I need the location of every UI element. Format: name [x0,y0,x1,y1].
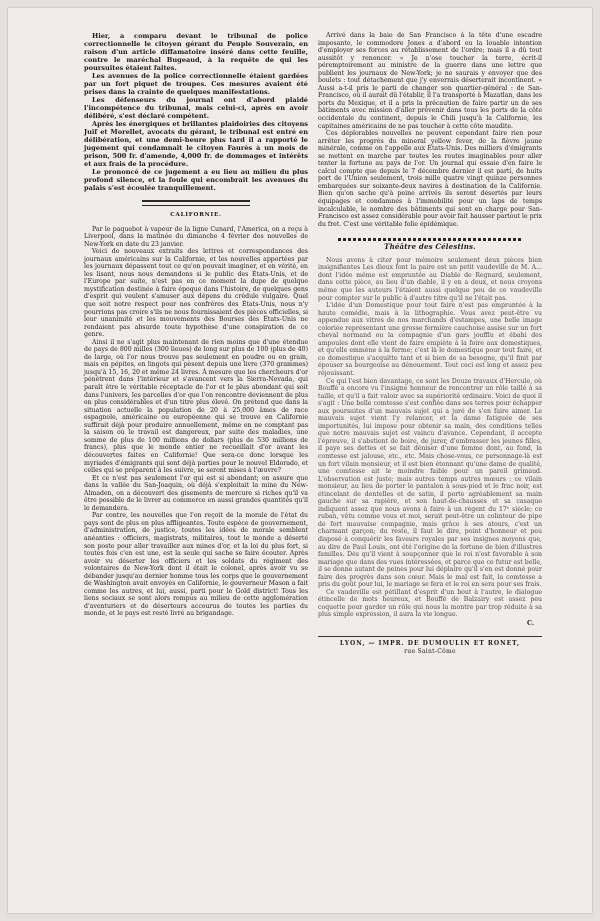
paragraph: Par contre, les nouvelles que l'on reçoit de la morale de l'état du pays sont de plus en plus affligeantes. Toute espèce de gouvernement, d'administration, de justice, toutes les idées de morale semblent anéanties : officiers, magistrats, militaires, tout le monde a déserté son poste pour aller travailler aux mines d'or, et la loi du plus fort, si toutes fois c'en est une, est la seule qui sache se faire écouter. Après avoir vu déserter les officiers et les soldats du régiment des volontaires de New-York dont il était le colonel, après avoir vu se débander jusqu'au dernier homme tous les corps que le gouvernement de Washington avait envoyés en Californie, le gouverneur Mason a fait comme les autres, et lui, aussi, parti pour le Gold district! Tous les liens sociaux se sont alors rompus au milieu de cette agglomération d'aventuriers et de déserteurs accourus de toutes les parties du monde, et le pays est resté livré au brigandage. [84,512,308,618]
paragraph: Ainsi il ne s'agit plus maintenant de rien moins que d'une étendue de pays de 800 milles (300 lieues) de long sur plus de 100 (plus de 40) de large, où l'or nous trouve pas seulement en poudre ou en grain, mais en pépites, en lingots qui pèsent depuis une livre (370 grammes) jusqu'à 15, 16, 20 et même 24 livres. À mesure que les chercheurs d'or pénètrent dans l'intérieur et s'avancent vers la Sierra-Nevada, qui paraît être le véritable réceptacle de l'or et le plus abondant qui soit dans l'univers, les parcelles d'or que l'on rencontre deviennent de plus en plus considérables et d'un titre plus élevé. On prétend que dans la situation actuelle la population de 20 à 25,000 âmes de race espagnole, américaine ou européenne qui se trouve en Californie suffirait déjà pour produire annuellement, même en ne comptant pas la saison où le travail est dangereux, par suite des maladies, une somme de plus de 100 millions de dollars (plus de 530 millions de francs), plus que le monde entier ne recueillait d'or avant les découvertes faites en Californie! Que sera-ce donc lorsque les myriades d'émigrants qui sont déjà parties pour le nouvel Eldorado, et celles qui se préparent à les suivre, se seront mises à l'œuvre? [84,338,308,475]
paragraph: Les avenues de la police correctionnelle étaient gardées par un fort piquet de troupes. Ces mesures avaient été prises dans la crainte de quelques manifestations. [84,72,308,96]
paragraph: Hier, a comparu devant le tribunal de police correctionnelle le citoyen gérant du Peuple Souverain, en raison d'un article diffamatoire inséré dans cette feuille, contre le maréchal Bugeaud, à la requête de qui les poursuites étaient faites. [84,32,308,72]
imprint-line: LYON, — IMPR. DE DUMOULIN ET RONET, [339,639,521,647]
section-title-californie: CALIFORNIE. [170,212,222,218]
paragraph: Après les énergiques et brillantes plaidoiries des citoyens Juif et Morellet, avocats du gérant, le tribunal est entré en délibération, et une demi-heure plus tard il a rapporté le jugement qui condamnait le citoyen Faurès à un mois de prison, 500 fr. d'amende, 4,000 fr. de dommages et intérêts et aux frais de la procédure. [84,120,308,168]
theatre-review [318,257,542,619]
paragraph: L'idée d'un Domestique pour tout faire n'est pas empruntée à la haute comédie, mais à la lithographie. Vous avez peut-être vu appendue aux vitres de nos marchands d'estampes, une belle image coloriée représentant une grosse fermière cauchoise assise sur un fort cheval normand ou la compagnie d'un gars joufflu et ébahi des ampoules dont elle vient de faire empiète à la foire aux domestiques, et qu'elle emmène à la ferme; c'est là le domestique pour tout faire, et ce domestique s'acquitte tant et si bien de sa besogne, qu'il finit par épouser sa bourgeoise au dénouement. Tout ceci est long et assez peu réjouissant. [318,302,542,377]
paragraph: Par le paquebot à vapeur de la ligne Cunard, l'America, on a reçu à Liverpool, dans la matinée du dimanche 4 février des nouvelles de New-York en date du 23 janvier. [84,225,308,248]
right-column [318,32,542,656]
newspaper-page [8,8,592,913]
paragraph: Arrivé dans la baie de San Francisco à la tête d'une escadre imposante, le commodore Jones a d'abord eu la louable intention d'employer ses forces au rétablissement de l'ordre; mais il a dû tout aussitôt y renoncer. « Je n'ose toucher la terre, écrit-il péremptoirement au ministre de la guerre dans une lettre que publient les journaux de New-York; je ne saurais y envoyer que des boulets : tout détachement que j'y enverrais déserterait incontinent. » Aussi a-t-il pris le parti de changer son quartier-général : de San-Francisco, où il aurait dû l'établir, il l'a transporté à Mazatlan, dans les ports du Mexique, et il a pris la précaution de faire partir un de ses bâtiments avec mission d'aller prévenir dans tous les ports de la côte occidentale du continent, depuis le Chili jusqu'à la Californie, les capitaines américains de ne pas toucher à cette côte maudite. [318,32,542,130]
imprint-address: rue Saint-Côme [404,647,456,655]
printer-imprint [318,636,542,656]
section-divider [142,200,250,206]
paragraph: Les défenseurs du journal ont d'abord plaidé l'incompétence du tribunal, mais celui-ci, après en avoir délibéré, s'est déclaré compétent. [84,96,308,120]
section-title-theatre: Théâtre des Célestins. [384,242,476,252]
paragraph: Ces déplorables nouvelles ne peuvent cependant faire rien pour arrêter les progrès du mineral yellow fever, de la fièvre jaune minérale, comme on l'appelle aux États-Unis. Des milliers d'émigrants se mettent en marche par toutes les routes imaginables pour aller tenter la fortune au pays de l'or. Un journal qui essaie d'en faire le calcul compte que depuis le 7 décembre dernier il est parti, de huits port de l'Union seulement, trois mille quatre vingt quinze personnes embarquées sur soixante-deux navires à destination de la Californie. Bien qu'on sache qu'à peine arrivés ils seront désertés par leurs équipages et condamnés à l'immobilité pour un laps de temps incalculable, le nombre des bâtiments qui sont en charge pour San-Francisco est assez considérable pour avoir fait hausser partout le prix du fret. C'est une véritable folie épidémique. [318,130,542,228]
left-column [84,32,308,618]
paragraph: Ce qui l'est bien davantage, ce sont les Douze travaux d'Hercule, où Bouffé a encore vu l'insigne honneur de rencontrer un rôle taillé à sa taille, et qu'il a fait valoir avec sa supériorité ordinaire. Voici de quoi il s'agit : Une belle comtesse s'est confiée dans ses terres pour échapper aux poursuites d'un mauvais sujet qui a juré de s'en faire aimer. Le mauvais sujet vient l'y relancer, et la dame fatiguée de ses importunités, lui impose pour obtenir sa main, des conditions telles que notre mauvais sujet est vaincu d'avance. Cependant, il accepte l'épreuve, il s'abstient de boire, de jurer, d'embrasser les jeunes filles, il paye ses dettes et se fait déniser d'une femme dont, au fond, la comtesse est jalouse, etc., etc. Mais chose-vous, ce personnage-là est un fort vilain monsieur, et il est bien étonnant qu'une dame de qualité, une comtesse ait le moindre faible pour un pareil grimaud. L'observation est juste; mais autres temps autres mœurs : ce vilain monsieur, au lieu de porter le pantalon à sous-pied et le frac noir, est étincelant de dentelles et de satin, il porte agréablement sa main gauche sur sa rapière, et son haut-de-chausses et sa casaque indiquent assez que nous avons à faire à un régent du 17ᵉ siècle; ce ruban, vêtu comme vous et moi, serait peut-être un colinteur de pipe de fort mauvaise compagnie, mais grâce à ses atours, c'est un charmant garçon; du reste, il faut le dire, point d'honneur et peu disposé à conquérir les faveurs royales par ses insignes moyens que, au dire de Paul Louis, ont été l'origine de la fortune de bien d'illustres familles. Dès qu'il vient à soupçonner que le roi n'est favorable à son mariage que dans des vues intéressées, et parce que ce futur est belle, il se donne autant de peines pour lui déplaire qu'il s'en est donné pour faire des progrès dans son cœur. Mais le mal est fait, la comtesse a pris du goût pour lui, le mariage se fera et le roi en sera pour ses frais. [318,377,542,589]
californie-article [84,226,308,618]
paragraph: Et ce n'est pas seulement l'or qui est si abondant; on assure que dans la vallée du San-Joaquin, où déjà s'exploitait la mine du New-Almaden, on a découvert des gisements de mercure si riches qu'il va être possible de le livrer au commerce en aussi grandes quantités qu'il le demandera. [84,474,308,512]
californie-article-continued [318,32,542,228]
paragraph: Nous avons à citer pour mémoire seulement deux pièces bien insignifiantes Les dieux font la paire est un petit vaudeville de M. A... dont l'idée même est empruntée au Diable de Regnard, seulement, dans cette pièce, au lieu d'un diable, il y en a deux, et nous croyons même que les auteurs l'étaient aussi quelque peu de ce vaudeville pour compter sur le public à d'autre titre qu'il ne l'était pas. [318,256,542,302]
court-report [84,32,308,192]
paragraph: Le prononcé de ce jugement a eu lieu au milieu du plus profond silence, et la foule qui encombrait les avenues du palais s'est écoulée tranquillement. [84,168,308,192]
section-divider [338,238,522,241]
paragraph: Voici de nouveaux extraits des lettres et correspondances des journaux américains sur la Californie, et les nouvelles apportées par les journaux dépassent tout ce qu'on pouvait imaginer, et en vérité, en les lisant, nous nous demandons si le public des États-Unis, et de l'Europe par suite, n'est pas en ce moment la dupe de quelque mystification destinée à faire époque dans l'histoire, de quelques gens d'esprit qui veulent s'amuser aux dépens du crédule vulgaire. Quel que soit notre respect pour nos confrères des États-Unis, nous n'y pourrions pas croire s'ils ne nous fournissaient des pièces officielles, si leur unanimité et les mouvements des Bourses des États-Unis ne rendaient pas absurde toute hypothèse d'une conspiration de ce genre. [84,248,308,339]
paragraph: Ce vaudeville est pétillant d'esprit d'un bout à l'autre, le dialogue étincelle de mots heureux, et Bouffé de Balzairy est assez peu coquette pour garder un rôle qui nous la montre par trop réduite à sa plus simple expression, il aura la vie longue. [318,588,542,619]
author-signature: C. [527,620,534,628]
